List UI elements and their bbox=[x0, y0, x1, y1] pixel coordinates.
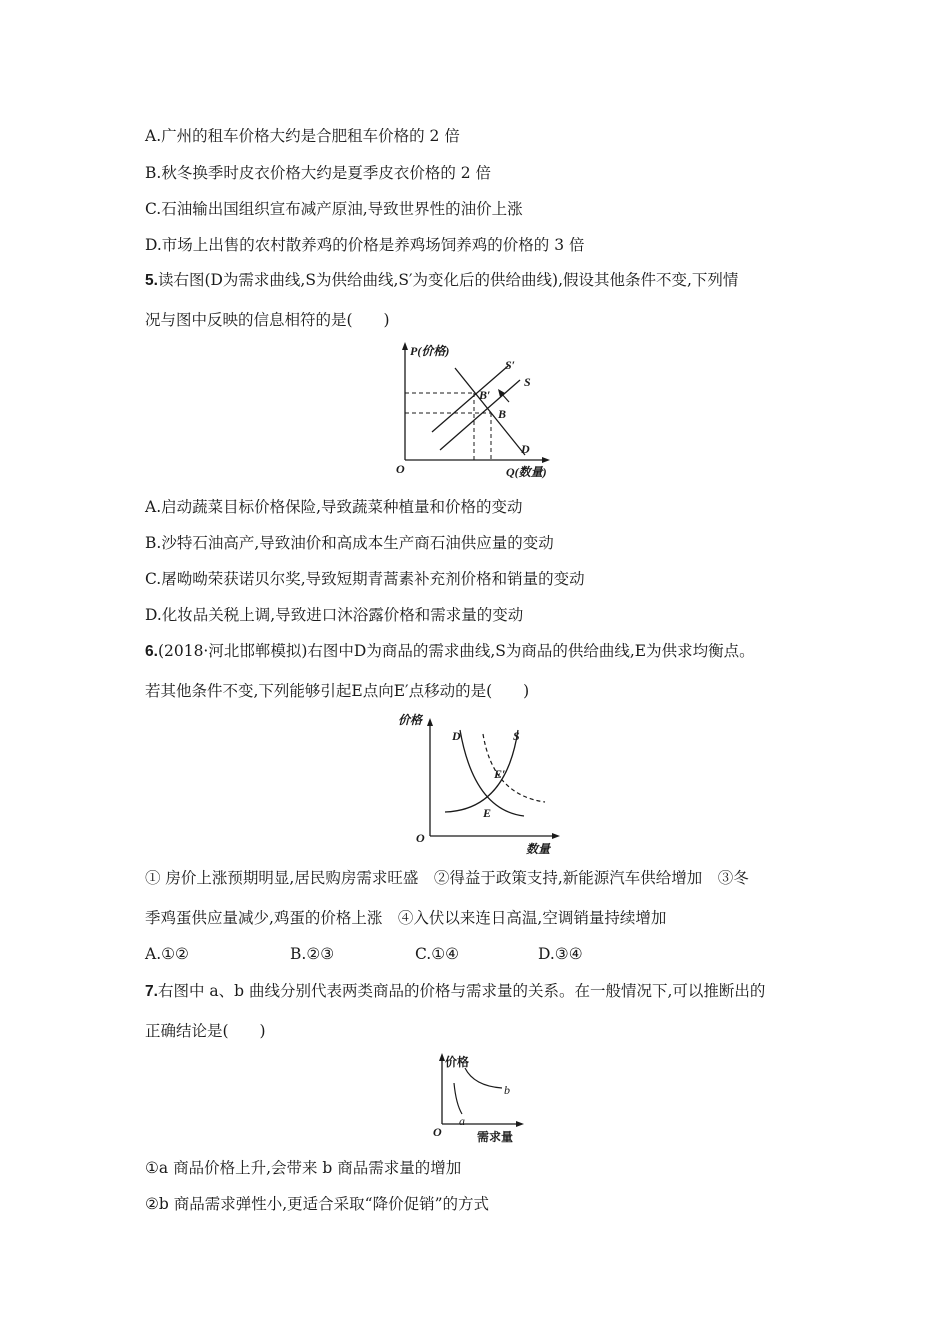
q4-option-c: C.石油输出国组织宣布减产原油,导致世界性的油价上涨 bbox=[145, 200, 523, 218]
q6-option-c: C.①④ bbox=[415, 945, 460, 963]
q6-option-a: A.①② bbox=[145, 945, 189, 963]
q7-item-1: ①a 商品价格上升,会带来 b 商品需求量的增加 bbox=[145, 1159, 462, 1177]
q5-x-arrow bbox=[542, 457, 550, 463]
q5-point-b-prime-label: B′ bbox=[479, 388, 491, 402]
q7-origin-label: O bbox=[433, 1125, 442, 1139]
q5-curve-s-label: S bbox=[524, 375, 531, 389]
q6-x-arrow bbox=[552, 833, 560, 839]
q5-supply-demand-figure bbox=[390, 340, 560, 480]
q5-curve-s-prime bbox=[432, 366, 508, 432]
q7-number: 7. bbox=[145, 983, 158, 1000]
q6-stem-text: (2018·河北邯郸模拟)右图中D为商品的需求曲线,S为商品的供给曲线,E为供求均衡点。 bbox=[157, 642, 755, 660]
q6-option-b: B.②③ bbox=[290, 945, 335, 963]
q5-origin-label: O bbox=[396, 462, 405, 476]
q6-y-arrow bbox=[427, 718, 433, 726]
q5-number: 5. bbox=[145, 272, 158, 289]
q6-number: 6. bbox=[145, 643, 158, 660]
q7-curve-a bbox=[454, 1083, 462, 1114]
q6-items-line1: ① 房价上涨预期明显,居民购房需求旺盛 ②得益于政策支持,新能源汽车供给增加 ③冬 bbox=[145, 869, 749, 887]
q6-y-axis-label: 价格 bbox=[398, 713, 423, 727]
q4-option-b: B.秋冬换季时皮衣价格大约是夏季皮衣价格的 2 倍 bbox=[145, 164, 492, 182]
q7-x-arrow bbox=[516, 1121, 524, 1127]
q7-x-axis-label: 需求量 bbox=[477, 1130, 514, 1144]
q4-option-d: D.市场上出售的农村散养鸡的价格是养鸡场饲养鸡的价格的 3 倍 bbox=[145, 236, 585, 254]
q5-option-b: B.沙特石油高产,导致油价和高成本生产商石油供应量的变动 bbox=[145, 534, 554, 552]
q6-items-line2: 季鸡蛋供应量减少,鸡蛋的价格上涨 ④入伏以来连日高温,空调销量持续增加 bbox=[145, 909, 667, 927]
q6-origin-label: O bbox=[416, 831, 425, 845]
q5-stem-line2: 况与图中反映的信息相符的是( ) bbox=[145, 311, 390, 329]
q4-option-a: A.广州的租车价格大约是合肥租车价格的 2 倍 bbox=[145, 127, 460, 145]
q6-curve-d-label: D bbox=[452, 729, 461, 743]
q7-stem-line2: 正确结论是( ) bbox=[145, 1022, 266, 1040]
q5-point-b-label: B bbox=[498, 407, 507, 421]
q6-stem-line1 bbox=[145, 641, 755, 662]
q5-option-c: C.屠呦呦荣获诺贝尔奖,导致短期青蒿素补充剂价格和销量的变动 bbox=[145, 570, 585, 588]
q5-stem-line1 bbox=[145, 270, 738, 291]
q5-curve-s-prime-label: S′ bbox=[505, 358, 516, 372]
q6-equilibrium-figure bbox=[398, 710, 578, 860]
q7-y-axis-label: 价格 bbox=[445, 1055, 470, 1069]
q6-point-e-label: E bbox=[483, 806, 492, 820]
q5-y-axis-label: P(价格) bbox=[410, 344, 450, 358]
q5-option-a: A.启动蔬菜目标价格保险,导致蔬菜种植量和价格的变动 bbox=[145, 498, 523, 516]
q5-x-axis-label: Q(数量) bbox=[506, 465, 547, 479]
q6-x-axis-label: 数量 bbox=[526, 842, 551, 856]
q7-curve-a-label: a bbox=[459, 1114, 465, 1128]
q6-curve-s-label: S bbox=[513, 729, 520, 743]
q6-point-e-prime-label: E′ bbox=[494, 767, 506, 781]
q7-curve-b bbox=[465, 1068, 502, 1088]
q5-stem-text: 读右图(D为需求曲线,S为供给曲线,S′为变化后的供给曲线),假设其他条件不变,下列情 bbox=[157, 271, 739, 289]
q7-curve-b-label: b bbox=[504, 1083, 510, 1097]
q7-stem-text: 右图中 a、b 曲线分别代表两类商品的价格与需求量的关系。在一般情况下,可以推断出的 bbox=[157, 982, 766, 1000]
q5-option-d: D.化妆品关税上调,导致进口沐浴露价格和需求量的变动 bbox=[145, 606, 524, 624]
q6-option-d: D.③④ bbox=[538, 945, 583, 963]
q7-stem-line1 bbox=[145, 981, 765, 1002]
q7-demand-figure bbox=[428, 1050, 548, 1146]
q5-curve-d-label: D bbox=[521, 442, 530, 456]
q7-item-2: ②b 商品需求弹性小,更适合采取“降价促销”的方式 bbox=[145, 1195, 490, 1213]
q5-y-arrow bbox=[402, 342, 408, 350]
q6-stem-line2: 若其他条件不变,下列能够引起E点向E′点移动的是( ) bbox=[145, 682, 530, 700]
